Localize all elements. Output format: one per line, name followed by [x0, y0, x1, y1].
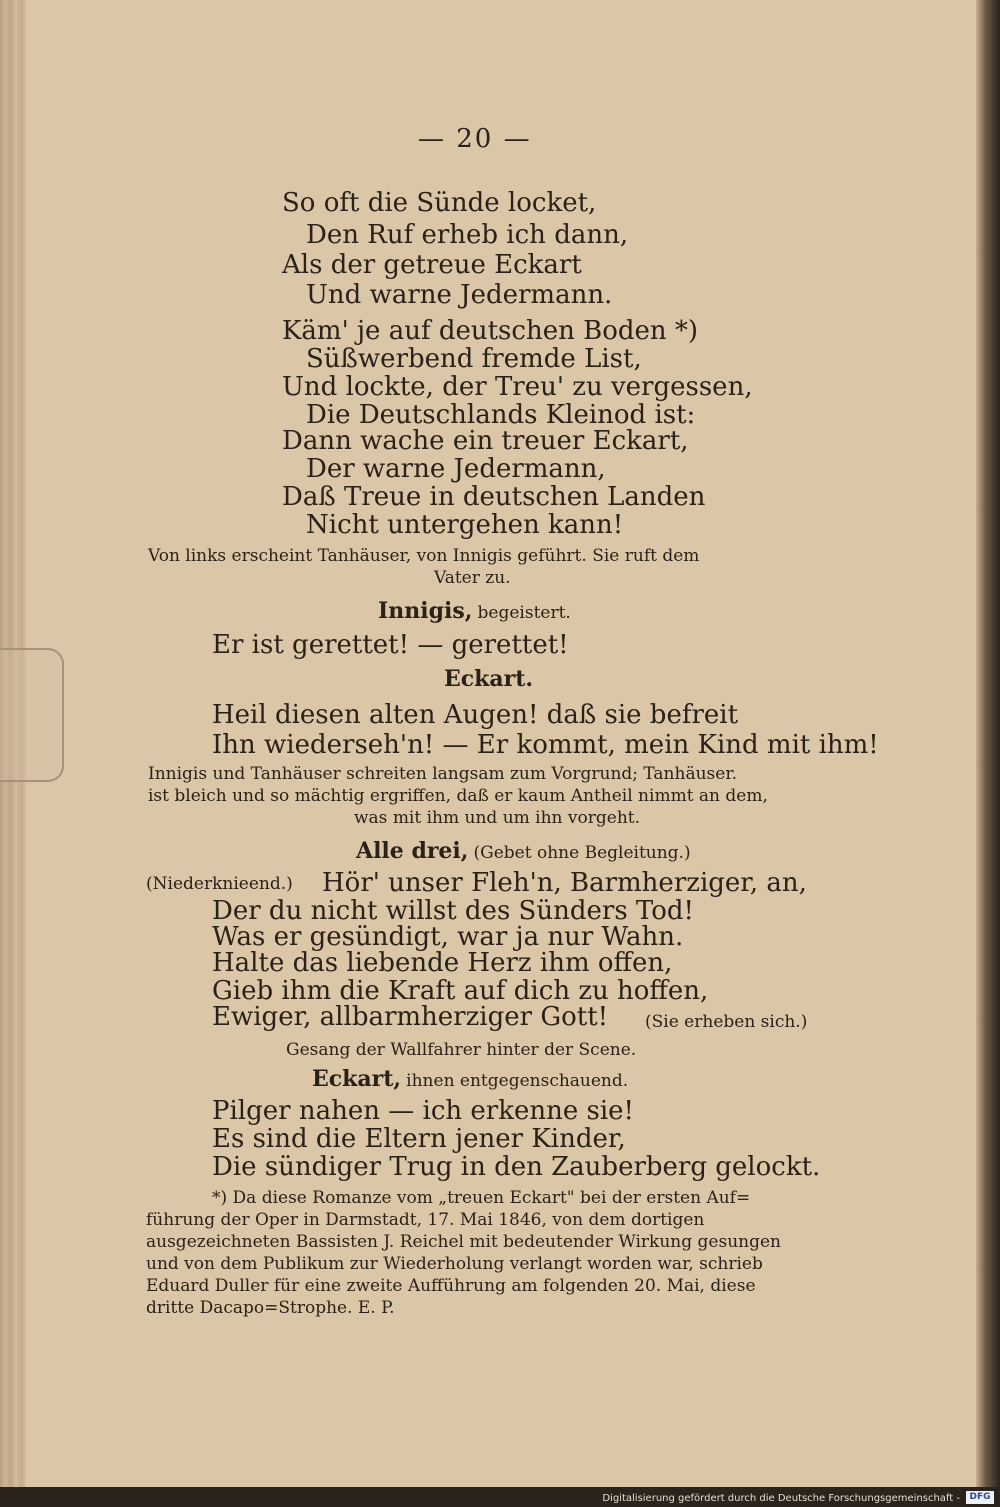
- speaker-name: Innigis,: [378, 598, 473, 624]
- verse-line: Als der getreue Eckart: [282, 250, 582, 280]
- footnote-line: führung der Oper in Darmstadt, 17. Mai 1846, von dem dortigen: [146, 1210, 705, 1230]
- verse-line: Der du nicht willst des Sünders Tod!: [212, 896, 694, 926]
- verse-line: Der warne Jedermann,: [306, 454, 606, 484]
- stage-direction: Vater zu.: [434, 568, 511, 588]
- verse-line: Daß Treue in deutschen Landen: [282, 482, 706, 512]
- verse-line: Heil diesen alten Augen! daß sie befreit: [212, 700, 739, 730]
- stage-direction: (Sie erheben sich.): [645, 1012, 808, 1032]
- footnote-line: und von dem Publikum zur Wiederholung verlangt worden war, schrieb: [146, 1254, 763, 1274]
- funding-credit: Digitalisierung gefördert durch die Deutsche Forschungsgemeinschaft -: [602, 1493, 960, 1504]
- footnote-line: *) Da diese Romanze vom „treuen Eckart" bei der ersten Auf=: [212, 1188, 751, 1208]
- footnote-line: Eduard Duller für eine zweite Aufführung am folgenden 20. Mai, diese: [146, 1276, 756, 1296]
- dfg-logo: DFG: [966, 1491, 994, 1504]
- verse-line: Er ist gerettet! — gerettet!: [212, 630, 569, 660]
- verse-line: Ewiger, allbarmherziger Gott!: [212, 1002, 609, 1032]
- verse-line: Halte das liebende Herz ihm offen,: [212, 948, 673, 978]
- stage-direction: was mit ihm und um ihn vorgeht.: [354, 808, 641, 828]
- speaker-name: Alle drei,: [356, 838, 469, 864]
- verse-line: Ihn wiederseh'n! — Er kommt, mein Kind mit ihm!: [212, 730, 879, 760]
- verse-line: Pilger nahen — ich erkenne sie!: [212, 1096, 634, 1126]
- speaker-heading: [356, 840, 691, 862]
- stage-direction: Gesang der Wallfahrer hinter der Scene.: [286, 1040, 637, 1060]
- verse-line: Die sündiger Trug in den Zauberberg gelockt.: [212, 1152, 821, 1182]
- binding-shadow: [976, 0, 1000, 1490]
- page-number: — 20 —: [418, 124, 532, 154]
- speaker-note: ihnen entgegenschauend.: [406, 1071, 629, 1091]
- verse-line: Nicht untergehen kann!: [306, 510, 624, 540]
- speaker-heading: [312, 1068, 628, 1090]
- verse-line: Was er gesündigt, war ja nur Wahn.: [212, 922, 684, 952]
- verse-line: Süßwerbend fremde List,: [306, 344, 642, 374]
- speaker-name: Eckart,: [312, 1066, 402, 1092]
- verse-line: Und warne Jedermann.: [306, 280, 613, 310]
- footnote-line: ausgezeichneten Bassisten J. Reichel mit bedeutender Wirkung gesungen: [146, 1232, 782, 1252]
- verse-line: Dann wache ein treuer Eckart,: [282, 426, 689, 456]
- verse-line: Käm' je auf deutschen Boden *): [282, 316, 699, 346]
- verse-line: Es sind die Eltern jener Kinder,: [212, 1124, 626, 1154]
- speaker-note: (Gebet ohne Begleitung.): [473, 843, 691, 863]
- footnote-line: dritte Dacapo=Strophe. E. P.: [146, 1298, 395, 1318]
- verse-line: Und lockte, der Treu' zu vergessen,: [282, 372, 753, 402]
- stage-direction: (Niederknieend.): [146, 874, 293, 894]
- stage-direction: ist bleich und so mächtig ergriffen, daß er kaum Antheil nimmt an dem,: [148, 786, 768, 806]
- speaker-name: Eckart.: [444, 666, 534, 692]
- verse-line: Gieb ihm die Kraft auf dich zu hoffen,: [212, 976, 709, 1006]
- page-clip: [0, 648, 64, 782]
- verse-line: Die Deutschlands Kleinod ist:: [306, 400, 696, 430]
- stage-direction: Von links erscheint Tanhäuser, von Innigis geführt. Sie ruft dem: [148, 546, 700, 566]
- verse-line: Hör' unser Fleh'n, Barmherziger, an,: [322, 868, 807, 898]
- stage-direction: Innigis und Tanhäuser schreiten langsam zum Vorgrund; Tanhäuser.: [148, 764, 737, 784]
- verse-line: Den Ruf erheb ich dann,: [306, 220, 629, 250]
- verse-line: So oft die Sünde locket,: [282, 188, 597, 218]
- scan-footer-bar: [0, 1487, 1000, 1507]
- speaker-heading: [378, 600, 571, 622]
- speaker-note: begeistert.: [477, 603, 571, 623]
